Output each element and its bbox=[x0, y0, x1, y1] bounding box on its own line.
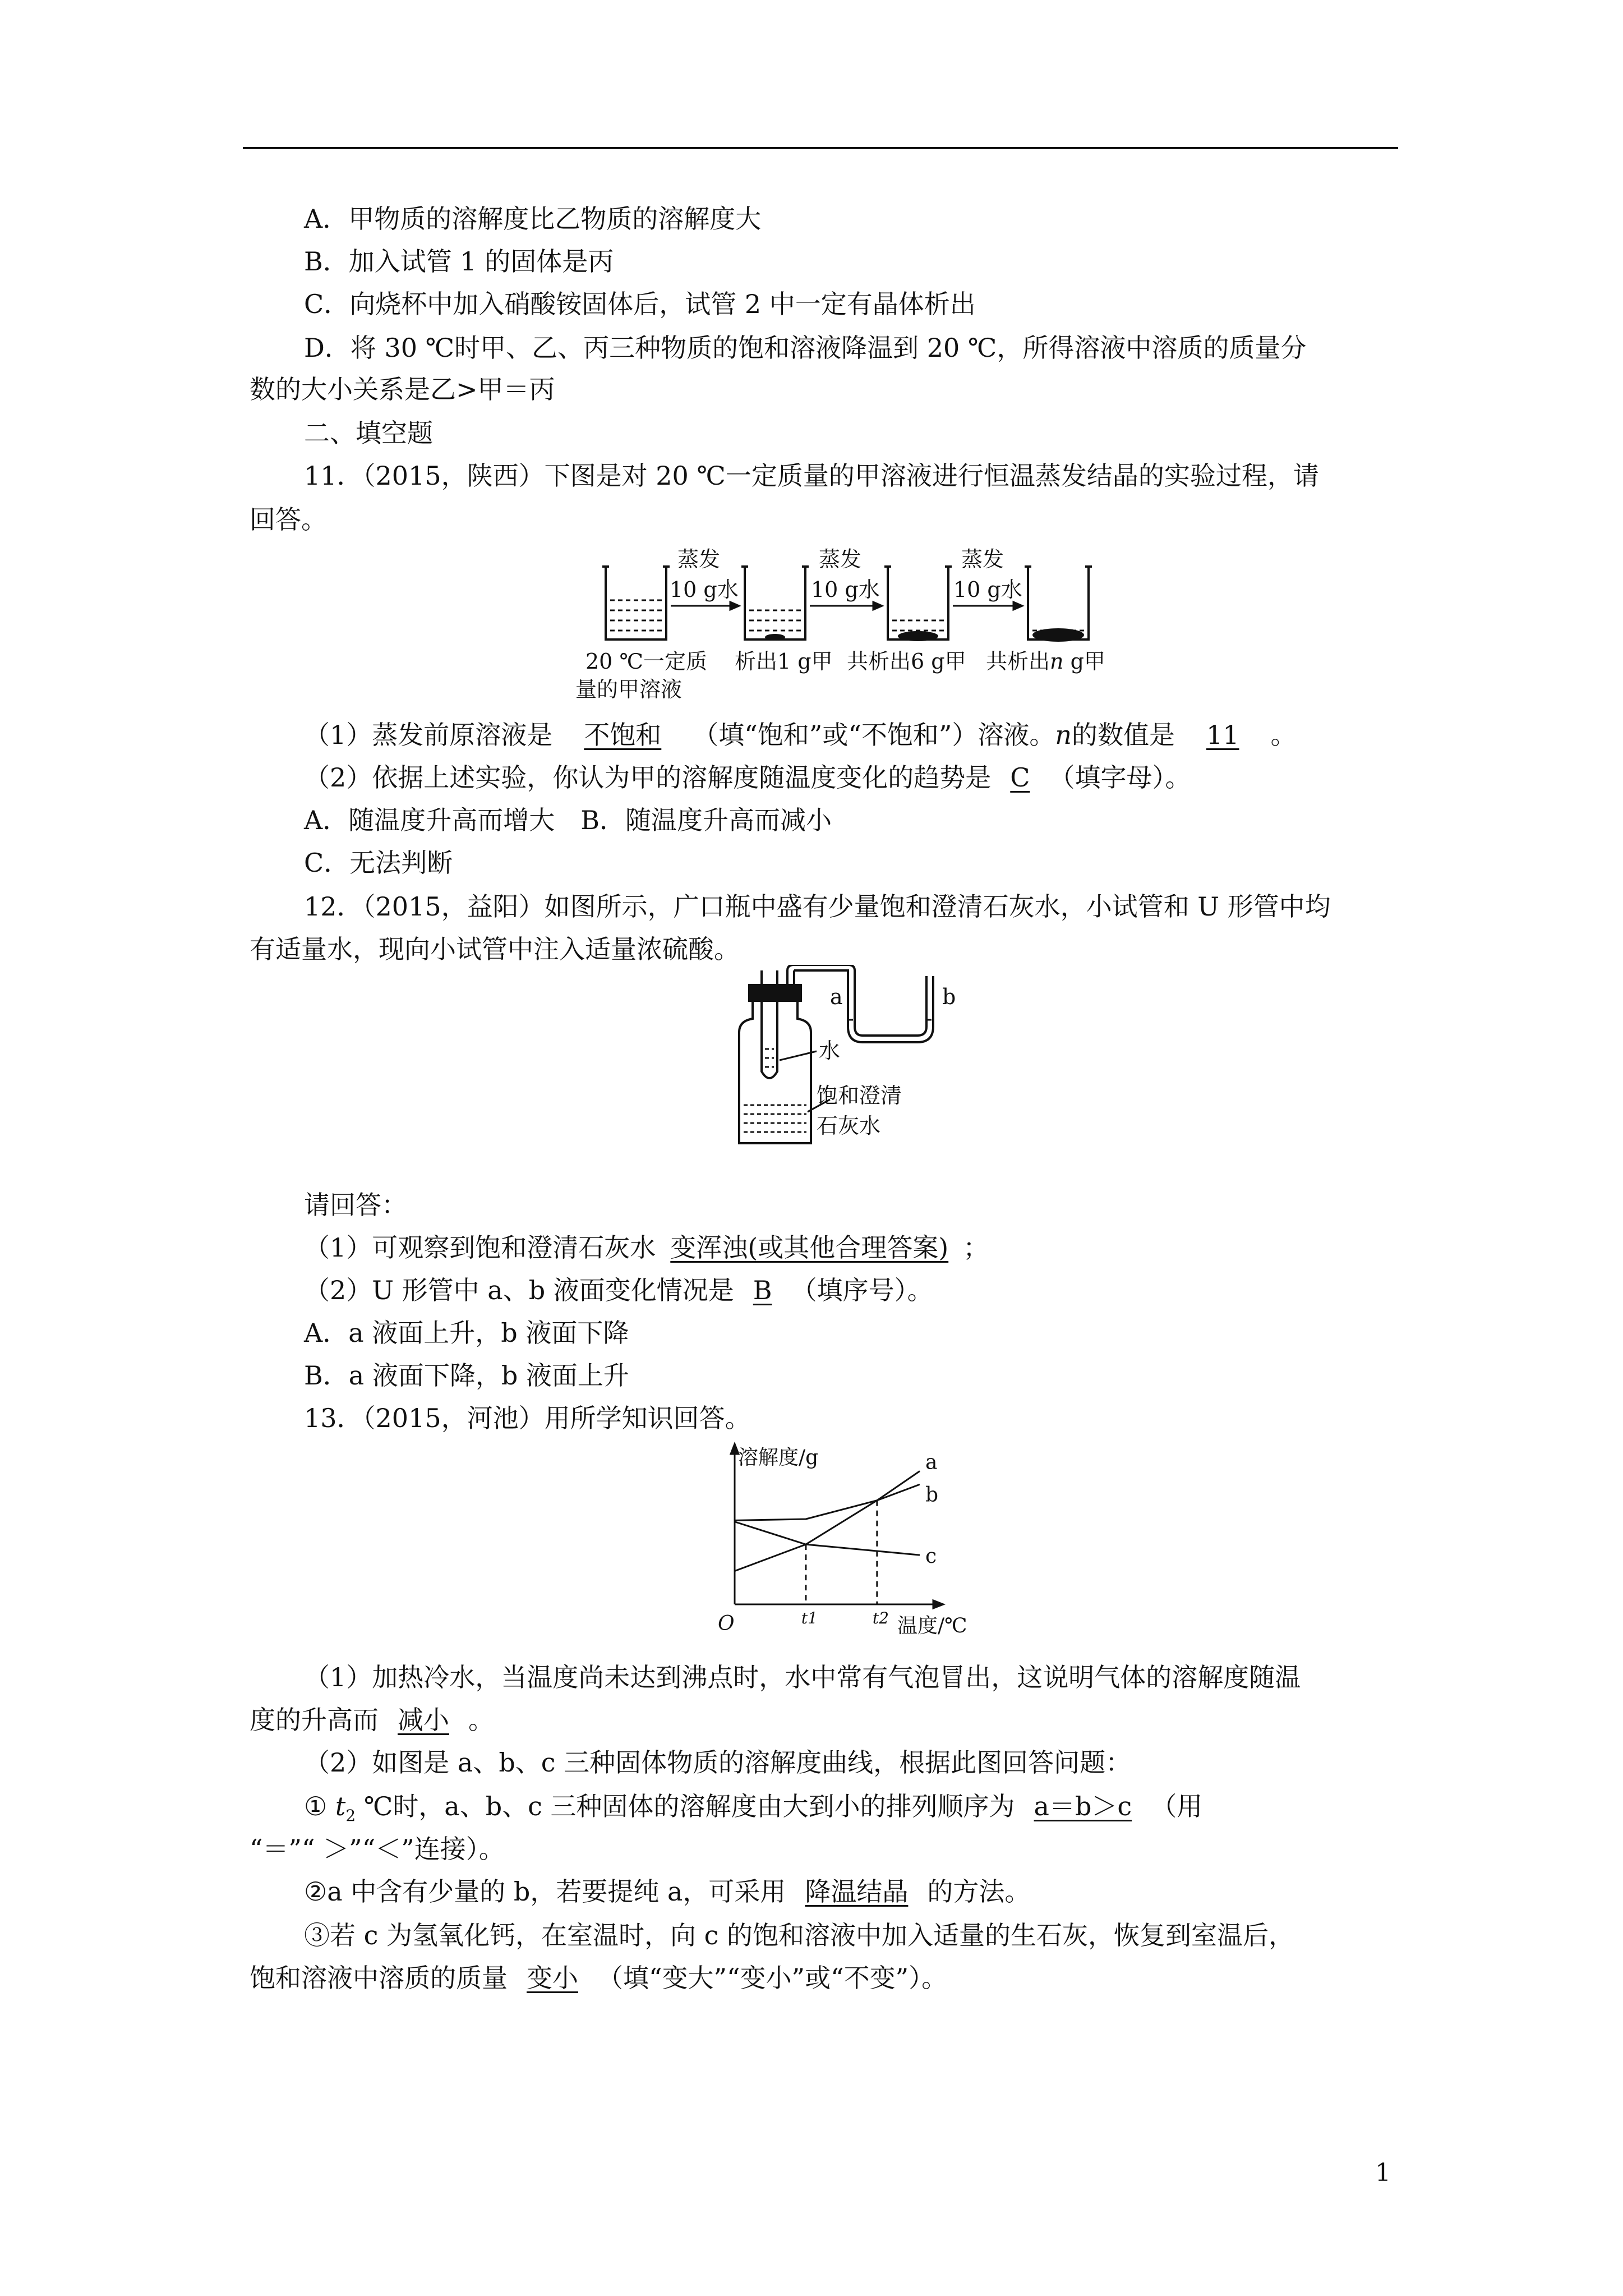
label-b: b bbox=[942, 984, 956, 1009]
q13-answer3: 降温结晶 bbox=[805, 1876, 909, 1907]
arrow3-top: 蒸发 bbox=[961, 547, 1004, 572]
q13-part2: （2）如图是 a、b、c 三种固体物质的溶解度曲线，根据此图回答问题： bbox=[304, 1747, 1132, 1778]
q12-part2: （2）U 形管中 a、b 液面变化情况是 B （填序号）。 bbox=[304, 1273, 933, 1307]
q13-sub1-line1: ① $t_2$ ℃时，a、b、c 三种固体的溶解度由大到小的排列顺序为 a＝b＞c （用 bbox=[304, 1789, 1202, 1833]
x-axis-label: 温度/℃ bbox=[897, 1614, 967, 1637]
bottle-utube-diagram bbox=[718, 965, 998, 1161]
option-c: C．向烧杯中加入硝酸铵固体后，试管 2 中一定有晶体析出 bbox=[304, 289, 976, 319]
q13-part1-line2: 度的升高而 减小 。 bbox=[250, 1703, 494, 1737]
q11-answer2: 11 bbox=[1206, 720, 1239, 750]
caption-beaker1-line1: 20 ℃一定质 bbox=[585, 649, 707, 674]
q11-options-ab: A．随温度升高而增大 B．随温度升高而减小 bbox=[304, 805, 832, 835]
q11-part1: （1）蒸发前原溶液是 不饱和 （填“饱和”或“不饱和”）溶液。n的数值是 11 。 bbox=[304, 718, 1297, 752]
caption-beaker4: 共析出n g甲 bbox=[986, 649, 1105, 674]
option-a: A．甲物质的溶解度比乙物质的溶解度大 bbox=[304, 204, 762, 234]
q12-stem-line1: 12．（2015，益阳）如图所示，广口瓶中盛有少量饱和澄清石灰水，小试管和 U 形管中均 bbox=[304, 891, 1331, 922]
header-rule bbox=[243, 147, 1398, 149]
q11-option-c: C．无法判断 bbox=[304, 848, 453, 878]
caption-beaker1-line2: 量的甲溶液 bbox=[575, 677, 683, 702]
tick-label-t1: t1 bbox=[801, 1609, 818, 1627]
option-b: B．加入试管 1 的固体是丙 bbox=[304, 246, 614, 277]
series-label-a: a bbox=[925, 1451, 938, 1474]
curve-a bbox=[735, 1471, 920, 1571]
q12-option-a: A．a 液面上升，b 液面下降 bbox=[304, 1318, 629, 1348]
q12-part1: （1）可观察到饱和澄清石灰水 变浑浊(或其他合理答案) ； bbox=[304, 1231, 989, 1264]
evaporation-diagram bbox=[561, 544, 1166, 712]
q11-stem-line1: 11．（2015，陕西）下图是对 20 ℃一定质量的甲溶液进行恒温蒸发结晶的实验过程，请 bbox=[304, 461, 1319, 491]
q12-answer2: B bbox=[753, 1275, 772, 1305]
page-number: 1 bbox=[1375, 2159, 1391, 2187]
caption-beaker2: 析出1 g甲 bbox=[735, 649, 833, 674]
arrow2-top: 蒸发 bbox=[819, 547, 862, 572]
label-limewater-line1: 饱和澄清 bbox=[817, 1083, 902, 1108]
arrow1-bottom: 10 g水 bbox=[670, 577, 739, 602]
q13-sub3-line2: 饱和溶液中溶质的质量 变小 （填“变大”“变小”或“不变”）。 bbox=[250, 1961, 947, 1995]
q13-answer1: 减小 bbox=[398, 1705, 449, 1735]
arrow3-bottom: 10 g水 bbox=[953, 577, 1022, 602]
q13-answer2: a＝b＞c bbox=[1034, 1791, 1132, 1821]
q12-ask: 请回答： bbox=[304, 1190, 407, 1220]
q13-part1-line1: （1）加热冷水，当温度尚未达到沸点时，水中常有气泡冒出，这说明气体的溶解度随温 bbox=[304, 1662, 1301, 1692]
q11-stem-line2: 回答。 bbox=[250, 504, 327, 535]
q11-answer3: C bbox=[1010, 762, 1030, 793]
q11-part2: （2）依据上述实验，你认为甲的溶解度随温度变化的趋势是 C （填字母）。 bbox=[304, 761, 1191, 794]
origin-label: O bbox=[718, 1612, 735, 1635]
section-title: 二、填空题 bbox=[304, 418, 433, 448]
curve-c bbox=[735, 1522, 920, 1555]
arrow2-bottom: 10 g水 bbox=[811, 577, 880, 602]
arrow1-top: 蒸发 bbox=[677, 547, 721, 572]
q13-sub3-line1: ③若 c 为氢氧化钙，在室温时，向 c 的饱和溶液中加入适量的生石灰，恢复到室温后， bbox=[304, 1920, 1295, 1950]
q11-answer1: 不饱和 bbox=[584, 720, 662, 750]
q13-stem: 13．（2015，河池）用所学知识回答。 bbox=[304, 1403, 751, 1433]
y-axis-label: 溶解度/g bbox=[738, 1446, 819, 1469]
q13-sub2: ②a 中含有少量的 b，若要提纯 a，可采用 降温结晶 的方法。 bbox=[304, 1875, 1030, 1908]
label-limewater-line2: 石灰水 bbox=[817, 1114, 881, 1138]
q12-option-b: B．a 液面下降，b 液面上升 bbox=[304, 1360, 629, 1391]
tick-label-t2: t2 bbox=[872, 1609, 889, 1627]
label-a: a bbox=[830, 984, 843, 1009]
q12-answer1: 变浑浊(或其他合理答案) bbox=[670, 1232, 949, 1263]
q13-answer4: 变小 bbox=[527, 1963, 578, 1993]
caption-beaker3: 共析出6 g甲 bbox=[847, 649, 966, 674]
q12-stem-line2: 有适量水，现向小试管中注入适量浓硫酸。 bbox=[250, 934, 740, 964]
option-d-line2: 数的大小关系是乙>甲＝丙 bbox=[250, 374, 555, 404]
label-water: 水 bbox=[819, 1038, 841, 1063]
option-d-line1: D．将 30 ℃时甲、乙、丙三种物质的饱和溶液降温到 20 ℃，所得溶液中溶质的质量分 bbox=[304, 333, 1307, 363]
series-label-b: b bbox=[925, 1483, 939, 1507]
q13-sub1-line2: “＝”“ ＞”“＜”连接）。 bbox=[250, 1834, 505, 1864]
solubility-chart bbox=[712, 1442, 1004, 1644]
series-label-c: c bbox=[925, 1545, 937, 1568]
